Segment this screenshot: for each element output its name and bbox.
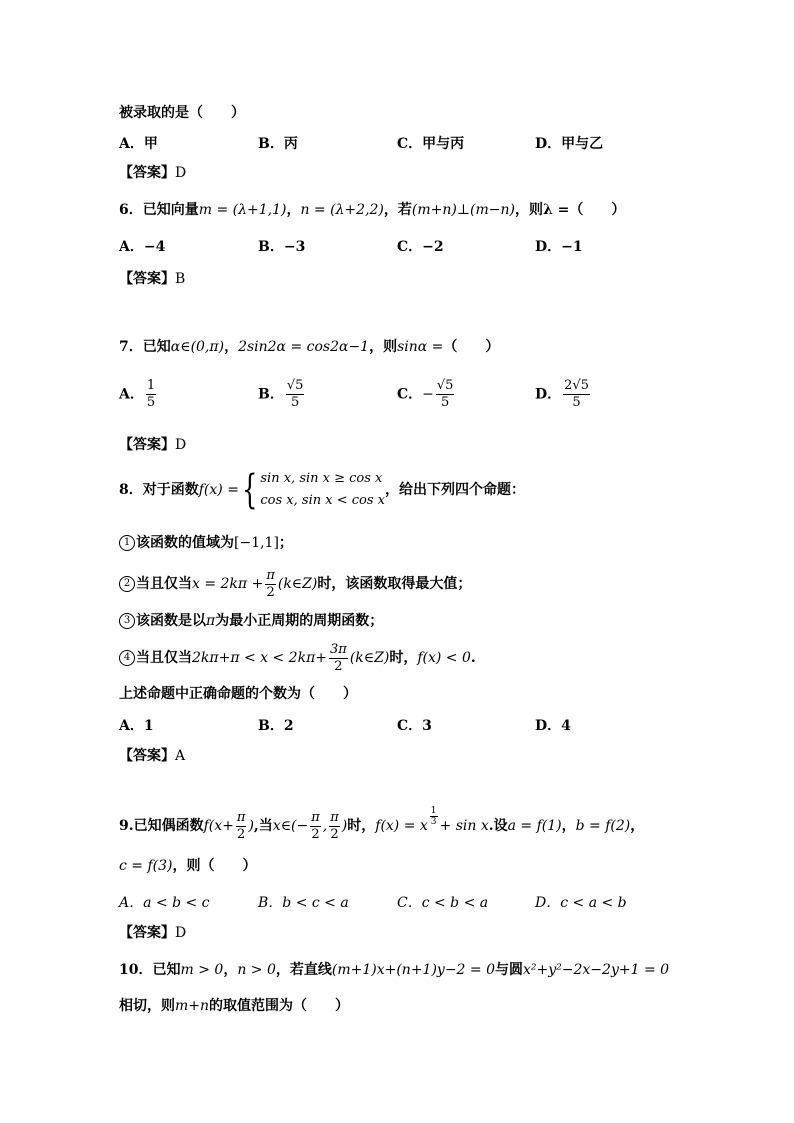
denominator: 2 (237, 826, 246, 842)
numerator: √5 (286, 378, 304, 393)
q8-proposition-4 (119, 638, 476, 678)
comma: , (322, 818, 328, 834)
q7-option-a (119, 378, 158, 411)
q10-circle-eq: x²+y²−2x−2y+1 = 0 (523, 962, 670, 978)
q7-ask-expr: sinα = (397, 339, 444, 355)
question-9: 9.已知偶函数f(x+ $\frac{\pi}{2}$ ),当x∈(− $\frac{\pi}{2}$ , $\frac{\pi}{2}$ )时，f(x) = x $\frac{1}{3}$ + sin x.设a = f(1)，b = f(2)， (119, 806, 645, 842)
q7-cond-2: 2sin2α = cos2α−1 (238, 339, 370, 355)
answer-value: D (175, 165, 187, 181)
answer-label: 【答案】 (119, 165, 175, 181)
q10-ask: 的取值范围为（ ） (209, 998, 350, 1014)
exponent (430, 806, 438, 827)
left-brace: { (242, 467, 258, 513)
q9-fx: f(x+ (203, 818, 234, 834)
answer-value: B (175, 271, 186, 287)
p3-tail: 为最小正周期的周期函数； (215, 613, 384, 629)
denominator: 5 (146, 395, 156, 410)
answer-value: A (175, 748, 186, 764)
q7-option-b (258, 378, 306, 411)
answer-label: 【答案】 (119, 748, 175, 764)
p4-tail: . (470, 650, 476, 666)
question-10: 10．已知m > 0，n > 0，若直线(m+1)x+(n+1)y−2 = 0与圆x²+y²−2x−2y+1 = 0 (119, 962, 670, 978)
q9-option-a: A．a < b < c (119, 895, 210, 911)
question-6: 6．已知向量m = (λ+1,1)，n = (λ+2,2)，若(m+n)⊥(m−n)，则λ =（ ） (119, 202, 626, 218)
q9-fx-close: ) (248, 818, 254, 834)
option-label: B． (258, 386, 284, 403)
p2-tail: 时，该函数取得最大值； (317, 576, 472, 592)
case-1: sin x, sin x ≥ cos x (260, 471, 383, 486)
answer-value: D (175, 437, 187, 453)
numerator: π (236, 809, 246, 825)
fraction (329, 642, 348, 675)
q8-option-a: A．1 (119, 718, 154, 734)
q7-option-d (535, 378, 592, 411)
p4-text: 当且仅当 (136, 650, 192, 666)
denominator: 2 (311, 826, 320, 842)
p1-expr: [−1,1] (234, 535, 279, 551)
q10-cond-n: n > 0 (237, 962, 276, 978)
question-8 (119, 467, 525, 513)
q8-answer (119, 746, 185, 766)
q10-tangent: 相切，则 (119, 998, 175, 1014)
p4-fx: f(x) < 0 (417, 650, 471, 666)
q9-option-d: D．c < a < b (535, 895, 627, 911)
q8-tail: ，给出下列四个命题： (384, 482, 525, 498)
q6-option-b: B．−3 (258, 239, 306, 255)
q9-option-c: C．c < b < a (397, 895, 489, 911)
minus-sign: − (422, 386, 434, 403)
denominator: 5 (441, 395, 450, 410)
numerator: 1 (430, 806, 437, 817)
option-label: C． (397, 386, 423, 403)
p1-tail: ； (278, 535, 293, 551)
case-2: cos x, sin x < cos x (260, 493, 385, 508)
p3-text: 该函数是以 (136, 613, 206, 629)
q10-line-eq: (m+1)x+(n+1)y−2 = 0 (331, 962, 496, 978)
q8-cases (260, 468, 385, 512)
question-7: 7．已知α∈(0,π)，2sin2α = cos2α−1，则sinα =（ ） (119, 339, 500, 355)
p2-expr: x = 2kπ + (192, 576, 264, 592)
p3-expr: π (206, 613, 216, 629)
q9-ask: ，则（ ） (172, 858, 257, 874)
fraction (265, 568, 276, 601)
q9-fdef-tail: + sin x (439, 818, 489, 834)
q6-number: 6．已知向量 (119, 202, 199, 218)
option-label: D． (535, 386, 562, 403)
q6-condition: (m+n)⊥(m−n) (411, 202, 515, 218)
q9-number: 9 (119, 818, 129, 834)
q10-expr: m+n (175, 998, 210, 1014)
q8-summary: 上述命题中正确命题的个数为（ ） (119, 686, 357, 702)
numerator: 1 (146, 378, 156, 393)
q8-proposition-3 (119, 611, 383, 631)
q8-fx: f(x) = (198, 482, 239, 498)
question-5-tail: 被录取的是（ ） (119, 105, 245, 121)
q6-option-a: A．−4 (119, 239, 166, 255)
fraction (436, 378, 455, 411)
q8-proposition-2 (119, 566, 471, 602)
answer-label: 【答案】 (119, 437, 175, 453)
question-9-line-2 (119, 856, 256, 876)
q7-number: 7．已知 (119, 339, 171, 355)
p2-text: 当且仅当 (136, 576, 192, 592)
q8-option-c: C．3 (397, 718, 432, 734)
q9-a: a = f(1) (507, 818, 562, 834)
q6-answer (119, 269, 185, 289)
numerator: π (330, 809, 339, 825)
q10-text: ，若直线 (275, 962, 332, 978)
fraction (286, 378, 305, 411)
numerator: π (311, 809, 320, 825)
question-10-line-2 (119, 996, 349, 1016)
denominator: 2 (330, 826, 339, 842)
p2-domain: (k∈Z) (277, 576, 318, 592)
circled-number: 3 (119, 613, 135, 629)
q7-option-c (397, 378, 456, 411)
q9-interval: x∈(− (272, 818, 309, 834)
fraction (146, 378, 156, 411)
numerator: 2√5 (564, 378, 589, 393)
numerator: π (266, 567, 275, 583)
q6-ask: ，则λ =（ ） (514, 202, 626, 218)
circled-number: 2 (119, 576, 135, 592)
q8-option-d: D．4 (535, 718, 571, 734)
p4-mid: 时， (389, 650, 418, 666)
q8-number: 8．对于函数 (119, 482, 199, 498)
q9-b: b = f(2) (575, 818, 631, 834)
q10-number: 10．已知 (119, 962, 181, 978)
q7-answer (119, 435, 186, 455)
q9-when: ,当 (253, 818, 273, 834)
q8-option-b: B．2 (258, 718, 294, 734)
q6-cond-prefix: ，若 (383, 202, 412, 218)
q5-option-d: D．甲与乙 (535, 136, 604, 152)
q7-ask-suffix: （ ） (443, 339, 500, 355)
q7-ask-prefix: ，则 (369, 339, 398, 355)
denominator: 3 (430, 817, 437, 828)
q6-vector-n: n = (λ+2,2) (300, 202, 384, 218)
q5-option-a: A．甲 (119, 136, 158, 152)
circled-number: 4 (119, 650, 135, 666)
q8-proposition-1 (119, 533, 293, 553)
q9-answer (119, 923, 186, 943)
circled-number: 1 (119, 535, 135, 551)
numerator: 3π (330, 641, 347, 657)
fraction (236, 810, 247, 843)
numerator: √5 (436, 378, 454, 393)
q10-text-2: 与圆 (495, 962, 524, 978)
answer-value: D (175, 925, 187, 941)
p1-text: 该函数的值域为 (136, 535, 234, 551)
fraction (563, 378, 590, 411)
p4-expr: 2kπ+π < x < 2kπ+ (192, 650, 328, 666)
q9-set: .设 (488, 818, 508, 834)
answer-label: 【答案】 (119, 925, 175, 941)
fraction (310, 810, 321, 843)
denominator: 5 (290, 395, 300, 410)
fraction (329, 810, 340, 843)
denominator: 2 (266, 584, 275, 600)
option-label: A． (119, 386, 144, 403)
p4-domain: (k∈Z) (349, 650, 390, 666)
q5-option-b: B．丙 (258, 136, 298, 152)
q5-answer (119, 163, 186, 183)
q5-option-c: C．甲与丙 (397, 136, 465, 152)
q9-option-b: B．b < c < a (258, 895, 349, 911)
q9-c: c = f(3) (119, 858, 173, 874)
q6-option-c: C．−2 (397, 239, 444, 255)
q6-vector-m: m = (λ+1,1) (198, 202, 287, 218)
denominator: 5 (572, 395, 581, 410)
q7-cond-1: α∈(0,π) (170, 339, 225, 355)
q10-cond-m: m > 0 (180, 962, 224, 978)
q9-fdef: f(x) = x (375, 818, 428, 834)
answer-label: 【答案】 (119, 271, 175, 287)
q9-then: 时， (347, 818, 376, 834)
q9-text: .已知偶函数 (128, 818, 204, 834)
close-paren: ) (341, 818, 348, 834)
denominator: 2 (334, 658, 343, 674)
q6-option-d: D．−1 (535, 239, 583, 255)
